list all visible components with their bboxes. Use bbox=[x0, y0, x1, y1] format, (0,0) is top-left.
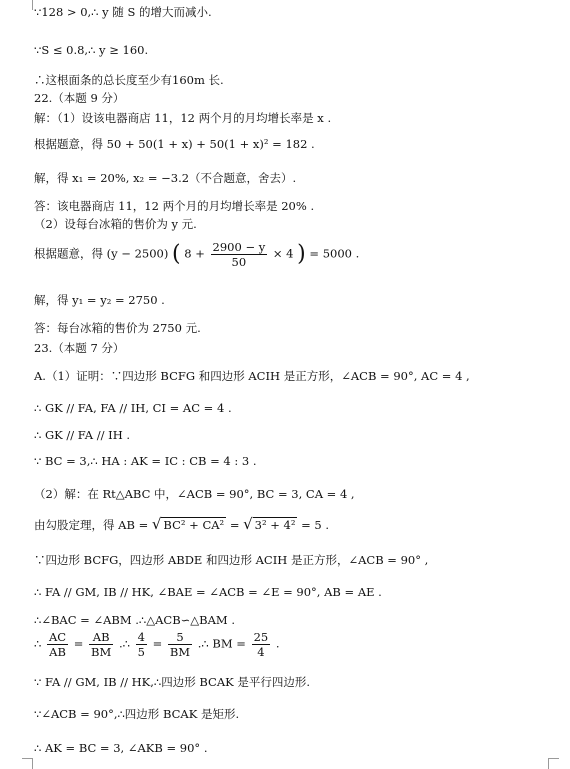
fraction-numerator: 4 bbox=[137, 630, 145, 644]
question-heading-23: 23.（本题 7 分） bbox=[34, 341, 125, 355]
line-l16: ∴ GK // FA // IH . bbox=[34, 428, 131, 442]
fraction bbox=[89, 630, 113, 659]
fraction bbox=[47, 630, 68, 659]
eq-part: . bbox=[275, 636, 280, 651]
eq-part: .∴ BM = bbox=[197, 636, 246, 651]
line-l12: 答：每台冰箱的售价为 2750 元. bbox=[34, 321, 201, 335]
fraction-denominator: BM bbox=[169, 645, 191, 659]
line-l09: （2）设每台冰箱的售价为 y 元. bbox=[34, 217, 197, 231]
eq-part: = bbox=[73, 636, 84, 651]
fraction-numerator: 2900 − y bbox=[212, 240, 266, 254]
line-l01: ∵128 > 0,∴ y 随 S 的增大而减小. bbox=[34, 5, 212, 19]
eq-part: 根据题意，得 (y − 2500) bbox=[34, 246, 169, 261]
line-l15: ∴ GK // FA, FA // IH, CI = AC = 4 . bbox=[34, 401, 232, 415]
line-l11: 解，得 y₁ = y₂ = 2750 . bbox=[34, 293, 165, 307]
line-l24: ∵ FA // GM, IB // HK,∴四边形 BCAK 是平行四边形. bbox=[34, 675, 311, 689]
paren-right: ) bbox=[297, 241, 306, 267]
fraction-denominator: 4 bbox=[257, 645, 265, 659]
page-corner-mark bbox=[22, 0, 33, 10]
eq-part: × 4 bbox=[272, 246, 294, 261]
line-l18: （2）解：在 Rt△ABC 中，∠ACB = 90°, BC = 3, CA = 4 , bbox=[34, 487, 355, 501]
eq-part: = bbox=[152, 636, 163, 651]
fraction-denominator: 50 bbox=[231, 255, 247, 269]
eq-part: 由勾股定理，得 AB = bbox=[34, 518, 149, 532]
fraction bbox=[136, 630, 147, 659]
eq-part: = 5000 . bbox=[309, 246, 360, 261]
fraction-numerator: 25 bbox=[253, 630, 269, 644]
fraction-denominator: AB bbox=[49, 645, 66, 659]
fraction-denominator: 5 bbox=[137, 645, 145, 659]
equation-l10 bbox=[34, 240, 359, 269]
fraction-numerator: AC bbox=[48, 630, 67, 644]
radical-sign: √ bbox=[243, 515, 253, 533]
line-l26: ∴ AK = BC = 3, ∠AKB = 90° . bbox=[34, 741, 208, 755]
eq-part: .∴ bbox=[118, 636, 130, 651]
fraction-denominator: BM bbox=[91, 645, 112, 659]
line-l21: ∴ FA // GM, IB // HK, ∠BAE = ∠ACB = ∠E = 90°, AB = AE . bbox=[34, 585, 382, 599]
question-heading-22: 22.（本题 9 分） bbox=[34, 91, 125, 105]
line-l05: 解：（1）设该电器商店 11，12 两个月的月均增长率是 x . bbox=[34, 111, 332, 125]
fraction bbox=[211, 240, 268, 269]
line-l17: ∵ BC = 3,∴ HA : AK = IC : CB = 4 : 3 . bbox=[34, 454, 257, 468]
equation-l19 bbox=[34, 516, 329, 533]
eq-part: 8 + bbox=[184, 246, 205, 261]
line-l14: A.（1）证明：∵四边形 BCFG 和四边形 ACIH 是正方形，∠ACB = 90°, AC = 4 , bbox=[34, 369, 470, 383]
equation-l23 bbox=[34, 630, 280, 659]
line-l07: 解，得 x₁ = 20%, x₂ = −3.2（不合题意，舍去）. bbox=[34, 171, 297, 185]
line-l25: ∵∠ACB = 90°,∴四边形 BCAK 是矩形. bbox=[34, 707, 240, 721]
fraction-numerator: AB bbox=[89, 630, 113, 645]
line-l02: ∵S ≤ 0.8,∴ y ≥ 160. bbox=[34, 43, 149, 57]
fraction bbox=[168, 630, 192, 659]
fraction-numerator: 5 bbox=[168, 630, 192, 645]
line-l20: ∵四边形 BCFG，四边形 ABDE 和四边形 ACIH 是正方形，∠ACB = 90° , bbox=[34, 553, 429, 567]
line-l08: 答：该电器商店 11，12 两个月的月均增长率是 20% . bbox=[34, 199, 315, 213]
eq-part: = bbox=[229, 518, 240, 532]
page-corner-mark bbox=[548, 758, 559, 769]
eq-part: = 5 . bbox=[301, 518, 330, 532]
radicand: 3² + 4² bbox=[254, 518, 296, 532]
eq-part: ∴ bbox=[34, 636, 42, 651]
radicand: BC² + CA² bbox=[163, 518, 225, 532]
radical-sign: √ bbox=[151, 515, 162, 533]
line-l22: ∴∠BAC = ∠ABM .∴△ACB∽△BAM . bbox=[34, 613, 235, 627]
fraction bbox=[252, 630, 271, 659]
equation-l06: 根据题意，得 50 + 50(1 + x) + 50(1 + x)² = 182 . bbox=[34, 137, 315, 151]
line-l03: ∴这根面条的总长度至少有160m 长. bbox=[34, 73, 224, 87]
page-corner-mark bbox=[22, 758, 33, 769]
paren-left: ( bbox=[172, 241, 181, 267]
